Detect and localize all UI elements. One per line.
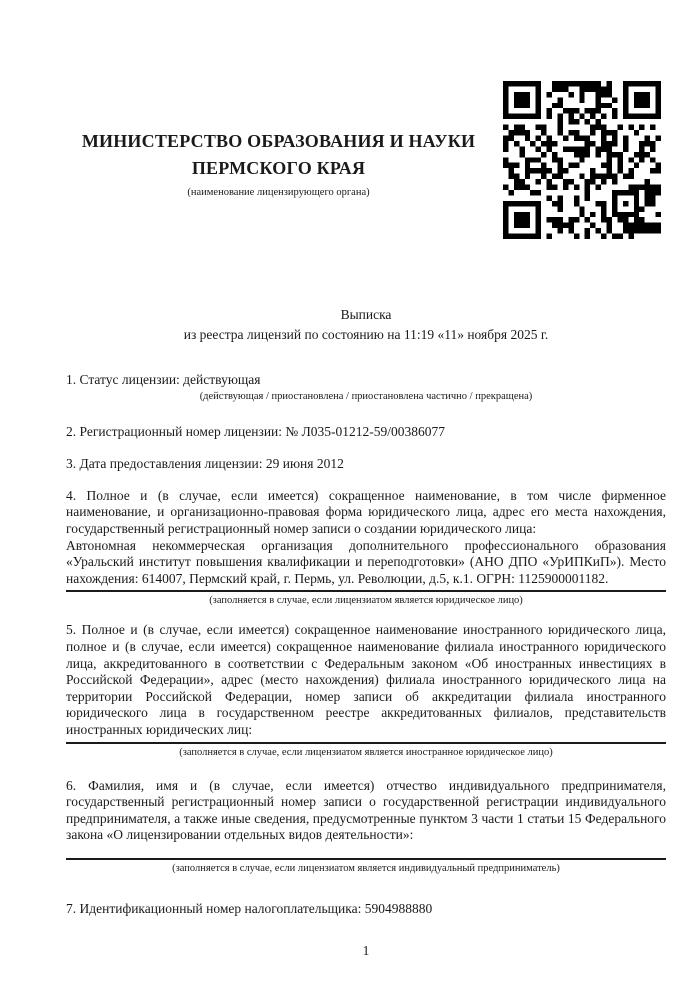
license-grant-date-text: 3. Дата предоставления лицензии: 29 июня 2012 [66, 456, 344, 472]
licensing-authority-caption: (наименование лицензирующего органа) [187, 187, 370, 198]
foreign-legal-entity-caption: (заполняется в случае, если лицензиатом является иностранное юридическое лицо) [179, 746, 553, 758]
license-registration-number-text: 2. Регистрационный номер лицензии: № Л035-01212-59/00386077 [66, 423, 446, 439]
fill-line [66, 858, 666, 860]
qr-code [503, 81, 661, 239]
licensing-authority [66, 128, 491, 199]
licensee-legal-entity-section [66, 488, 666, 608]
document-title [66, 305, 666, 345]
ministry-name-line1: МИНИСТЕРСТВО ОБРАЗОВАНИЯ И НАУКИ [81, 131, 476, 151]
legal-entity-caption: (заполняется в случае, если лицензиатом является юридическое лицо) [209, 595, 523, 607]
document-title-line1: Выписка [340, 307, 392, 322]
license-status-options-caption: (действующая / приостановлена / приостановлена частично / прекращена) [199, 390, 533, 402]
fill-line [66, 590, 666, 592]
taxpayer-id-section [66, 901, 666, 918]
document-body [66, 305, 666, 917]
ministry-name-line2: ПЕРМСКОГО КРАЯ [191, 158, 366, 178]
individual-entrepreneur-section [66, 778, 666, 875]
license-registration-number-section [66, 424, 666, 441]
legal-entity-value: Автономная некоммерческая организация дополнительного профессионального образования «Уральский институт повышения квалификации и переподготовки» (АНО ДПО «УрИПКиП»). Место нахождения: 614007, Пермский край, г. Пермь, ул. Революции, д.5, к.1. ОГРН: 1125900001182. [66, 537, 666, 586]
individual-entrepreneur-caption: (заполняется в случае, если лицензиатом является индивидуальный предприниматель) [172, 862, 560, 874]
page-number: 1 [362, 943, 370, 958]
document-title-line2: из реестра лицензий по состоянию на 11:19 «11» ноября 2025 г. [183, 327, 549, 342]
legal-entity-label: 4. Полное и (в случае, если имеется) сокращенное наименование, в том числе фирменное наименование, и организационно-правовая форма юридического лица, адрес его места нахождения, государственный регистрационный номер записи о создании юридического лица: [66, 487, 666, 536]
license-grant-date-section [66, 456, 666, 473]
foreign-legal-entity-section [66, 622, 666, 758]
license-status-text: 1. Статус лицензии: действующая [66, 372, 261, 387]
fill-line [66, 742, 666, 744]
license-status-section [66, 372, 666, 403]
foreign-legal-entity-label: 5. Полное и (в случае, если имеется) сокращенное наименование иностранного юридического лица, полное и (в случае, если имеется) сокращенное наименование филиала иностранного юридического лица, аккредитованного в соответствии с Федеральным законом «Об иностранных инвестициях в Российской Федерации», адрес (место нахождения) филиала иностранного юридического лица на территории Российской Федерации, номер записи об аккредитации филиала иностранного юридического лица в государственном реестре аккредитованных филиалов, представительств иностранных юридических лиц: [66, 622, 666, 737]
taxpayer-id-text: 7. Идентификационный номер налогоплательщика: 5904988880 [66, 900, 433, 916]
individual-entrepreneur-label: 6. Фамилия, имя и (в случае, если имеется) отчество индивидуального предпринимателя, государственный регистрационный номер записи о государственной регистрации индивидуального предпринимателя, а также иные сведения, предусмотренные пунктом 3 части 1 статьи 15 Федерального закона «О лицензировании отдельных видов деятельности»: [66, 777, 666, 843]
